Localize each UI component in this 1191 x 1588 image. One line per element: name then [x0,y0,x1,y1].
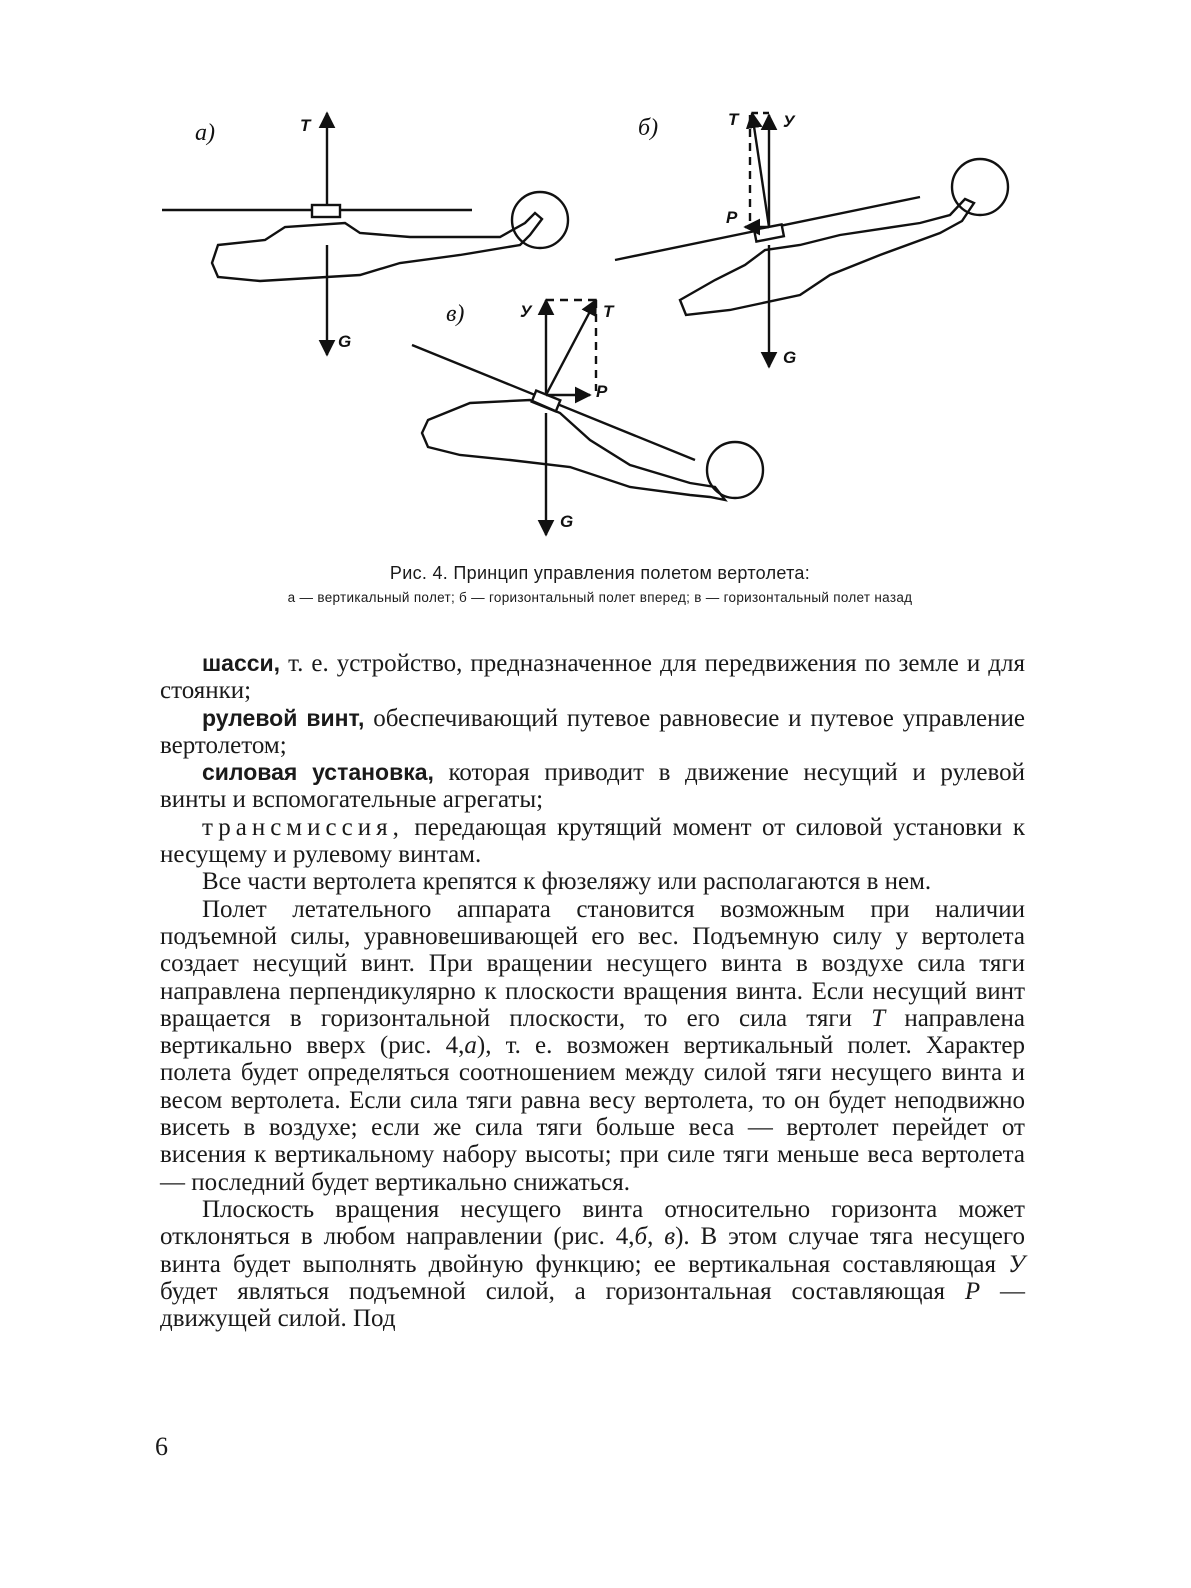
paragraph-text: которая приводит в движение несущий и рулевой винты и вспомогательные агрегаты; [160,759,1025,814]
paragraph-text: — движущей силой. Под [160,1277,1025,1333]
helicopter-b [615,113,1008,367]
paragraph [160,650,1025,705]
paragraph-lift [160,896,1025,1196]
caption-legend: а — вертикальный полет; б — горизонтальный полет вперед; в — горизонтальный полет назад [287,590,913,605]
panel-v-label: в) [446,301,465,327]
term-spaced: трансмиссия, [202,813,404,841]
paragraph-text: , [647,1223,665,1251]
b-weight-label: G [783,348,797,367]
a-thrust-label: T [300,116,311,135]
paragraph-text: направлена вертикально вверх (рис. 4, [160,1004,1025,1060]
paragraph-text: т. е. устройство, предназначенное для передвижения по земле и для стоянки; [160,650,1025,705]
b-lift-label: У [783,112,795,131]
a-weight-label: G [338,332,352,351]
figure-helicopter-flight-control [150,95,1050,565]
b-thrust-label: T [728,110,739,129]
symbol-Y: У [1008,1250,1025,1278]
paragraph-text: передающая крутящий момент от силовой установки к несущему и рулевому винтам. [160,813,1025,869]
paragraph-text: обеспечивающий путевое равновесие и путевое управление вертолетом; [160,704,1025,759]
v-propulsion-label: P [596,382,608,401]
term-bold: шасси, [202,650,281,676]
paragraph-text: будет являться подъемной силой, а горизонтальная составляющая [160,1277,965,1305]
caption-title: Рис. 4. Принцип управления полетом вертолета: [389,563,811,583]
page-number: 6 [155,1432,168,1461]
figure-caption [160,563,1040,605]
term-bold: рулевой винт, [202,704,365,731]
paragraph-text: Полет летательного аппарата становится возможным при наличии подъемной силы, уравновешивающей его вес. Подъемную силу у вертолета создает несущий винт. При вращении несущего винта в воздухе сила тяги направлена перпендикулярно к плоскости вращения винта. Если несущий винт вращается в горизонтальной плоскости, то его сила тяги [160,895,1025,1032]
symbol-P: P [964,1277,981,1305]
panel-b-label: б) [638,115,659,141]
panel-a-label: a) [195,120,215,146]
v-thrust-label: T [603,302,614,321]
ref-a: а [464,1032,477,1060]
v-lift-label: У [520,302,532,321]
paragraph: Все части вертолета крепятся к фюзеляжу или располагаются в нем. [202,868,932,896]
helicopter-a [162,113,568,355]
paragraph-text: ), т. е. возможен вертикальный полет. Характер полета будет определяться соотношением между силой тяги несущего винта и весом вертолета. Если сила тяги равна весу вертолета, то он будет неподвижно висеть в воздухе; если же сила тяги больше веса — вертолет перейдет от висения к вертикальному набору высоты; при силе тяги меньше веса вертолета — последний будет вертикально снижаться. [160,1032,1025,1196]
paragraph-rotor-plane [160,1196,1025,1332]
helicopter-v [412,300,763,535]
symbol-T: T [871,1004,886,1032]
term-bold: силовая установка, [202,759,434,786]
body-text [160,650,1025,1332]
paragraph [160,705,1025,760]
v-weight-label: G [560,512,574,531]
b-propulsion-label: P [726,208,738,227]
ref-b: б [634,1223,648,1251]
paragraph-text: Плоскость вращения несущего винта относительно горизонта может отклоняться в любом направлении (рис. 4, [160,1195,1025,1251]
paragraph-text: ). В этом случае тяга несущего винта будет выполнять двойную функцию; ее вертикальная составляющая [160,1223,1025,1278]
ref-v: в [664,1223,676,1251]
paragraph [160,814,1025,869]
paragraph [160,759,1025,814]
figure-svg [150,95,1050,565]
